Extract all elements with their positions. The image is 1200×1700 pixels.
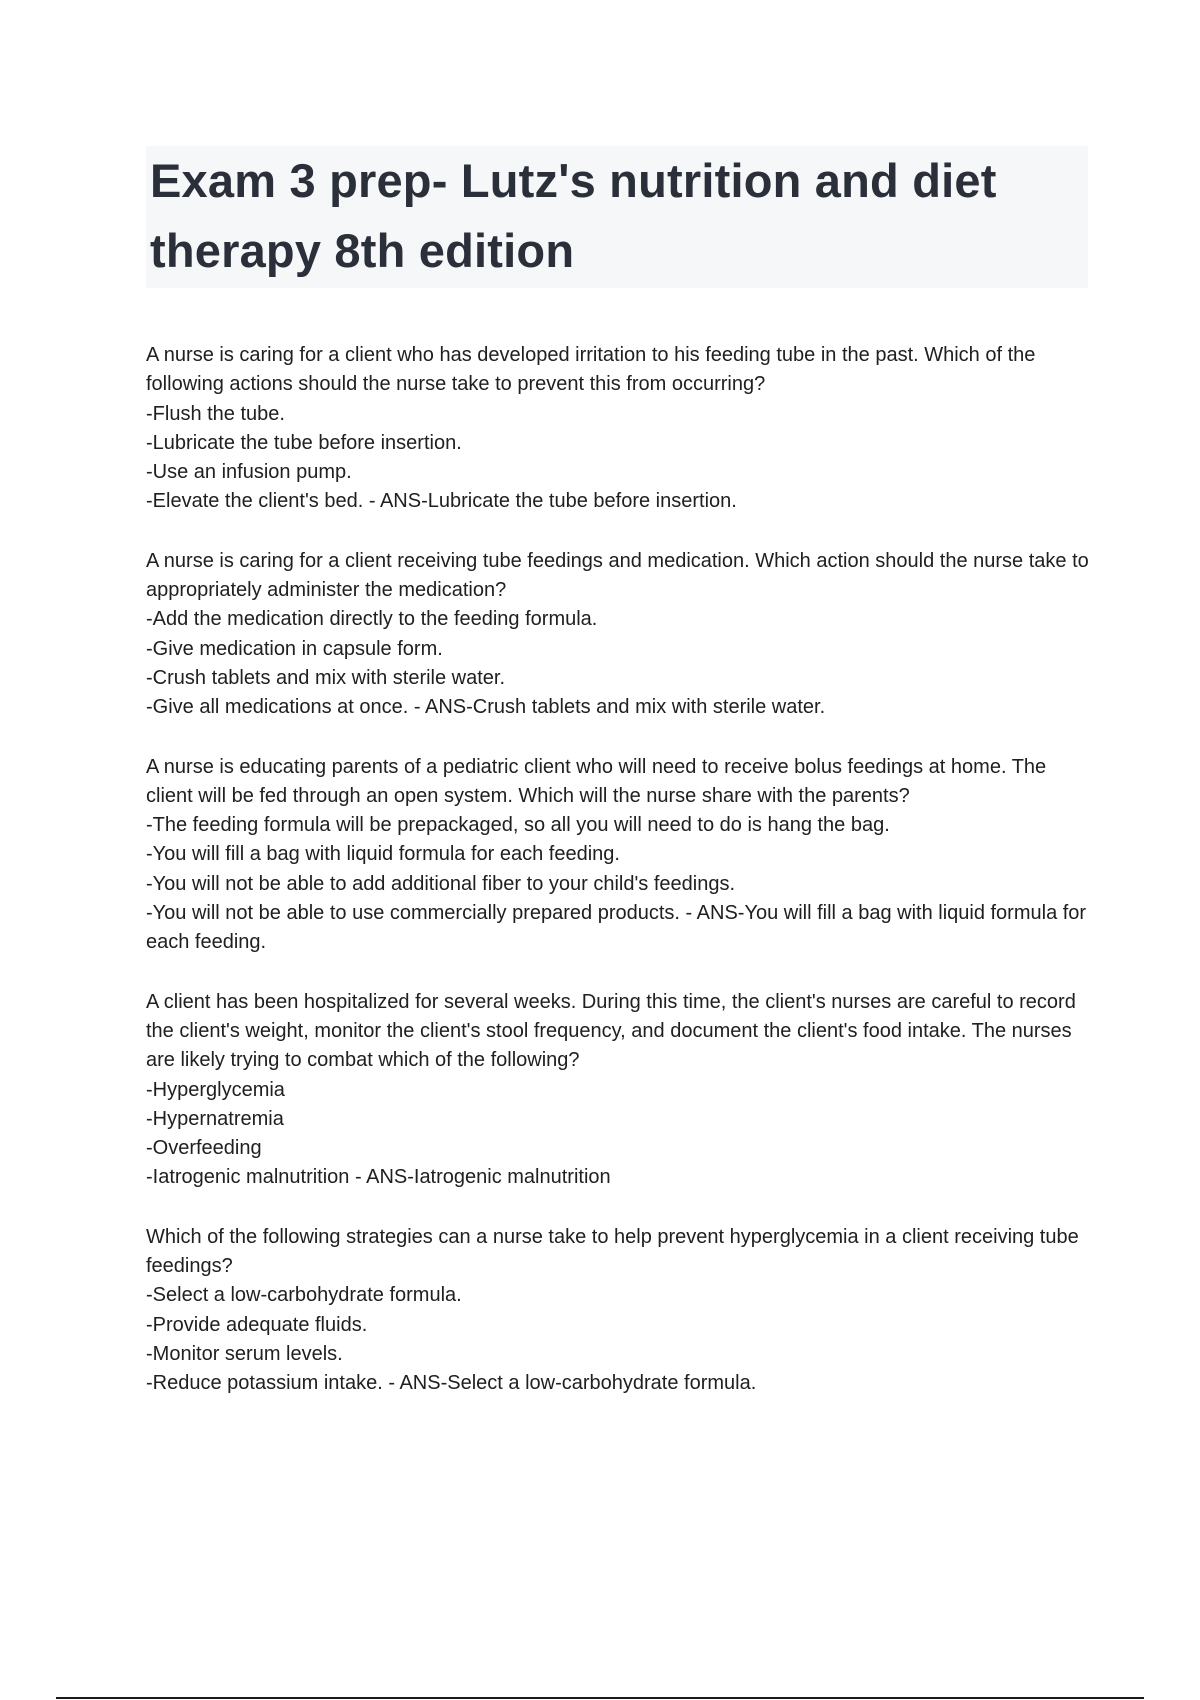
- answer-option: -Overfeeding: [146, 1137, 262, 1160]
- answer-option: -Lubricate the tube before insertion.: [146, 431, 462, 454]
- question-stem: A client has been hospitalized for several weeks. During this time, the client's nurses are careful to record the client's weight, monitor the client's stool frequency, and document the client's food intake. The nurses are likely trying to combat which of the following?: [146, 990, 1076, 1072]
- answer-option: -Hyperglycemia: [146, 1078, 285, 1101]
- page-title: Exam 3 prep- Lutz's nutrition and diet therapy 8th edition: [150, 154, 997, 277]
- answer-option-with-key: -Iatrogenic malnutrition - ANS-Iatrogenic malnutrition: [146, 1166, 611, 1189]
- answer-option: -Provide adequate fluids.: [146, 1313, 368, 1336]
- answer-option: -You will fill a bag with liquid formula for each feeding.: [146, 843, 620, 866]
- question-block-4: [146, 988, 1096, 1193]
- answer-option: -The feeding formula will be prepackaged, so all you will need to do is hang the bag.: [146, 814, 890, 837]
- question-block-3: [146, 753, 1096, 958]
- answer-option: -Use an infusion pump.: [146, 461, 352, 484]
- question-list: [146, 341, 1096, 1429]
- answer-option: -Add the medication directly to the feeding formula.: [146, 608, 598, 631]
- answer-option: -Hypernatremia: [146, 1107, 284, 1130]
- question-block-1: [146, 341, 1096, 517]
- answer-option: -Give medication in capsule form.: [146, 637, 443, 660]
- answer-option: -Monitor serum levels.: [146, 1342, 343, 1365]
- answer-option: -Crush tablets and mix with sterile water.: [146, 666, 506, 689]
- answer-option-with-key: -Elevate the client's bed. - ANS-Lubricate the tube before insertion.: [146, 490, 737, 513]
- footer-divider: [56, 1697, 1144, 1699]
- question-stem: A nurse is caring for a client receiving tube feedings and medication. Which action should the nurse take to appropriately administer the medication?: [146, 549, 1089, 602]
- answer-option: -Select a low-carbohydrate formula.: [146, 1284, 462, 1307]
- answer-option: -You will not be able to add additional fiber to your child's feedings.: [146, 872, 736, 895]
- answer-option: -Flush the tube.: [146, 402, 285, 425]
- title-banner: [146, 146, 1088, 288]
- question-block-5: [146, 1223, 1096, 1399]
- answer-option-with-key: -You will not be able to use commercially prepared products. - ANS-You will fill a bag with liquid formula for each feeding.: [146, 902, 1087, 954]
- answer-option-with-key: -Give all medications at once. - ANS-Crush tablets and mix with sterile water.: [146, 696, 826, 719]
- question-stem: A nurse is educating parents of a pediatric client who will need to receive bolus feedings at home. The client will be fed through an open system. Which will the nurse share with the parents?: [146, 755, 1047, 807]
- question-stem: Which of the following strategies can a nurse take to help prevent hyperglycemia in a client receiving tube feedings?: [146, 1225, 1079, 1278]
- question-stem: A nurse is caring for a client who has developed irritation to his feeding tube in the past. Which of the following actions should the nurse take to prevent this from occurring?: [146, 344, 1036, 396]
- answer-option-with-key: -Reduce potassium intake. - ANS-Select a low-carbohydrate formula.: [146, 1372, 757, 1395]
- question-block-2: [146, 547, 1096, 723]
